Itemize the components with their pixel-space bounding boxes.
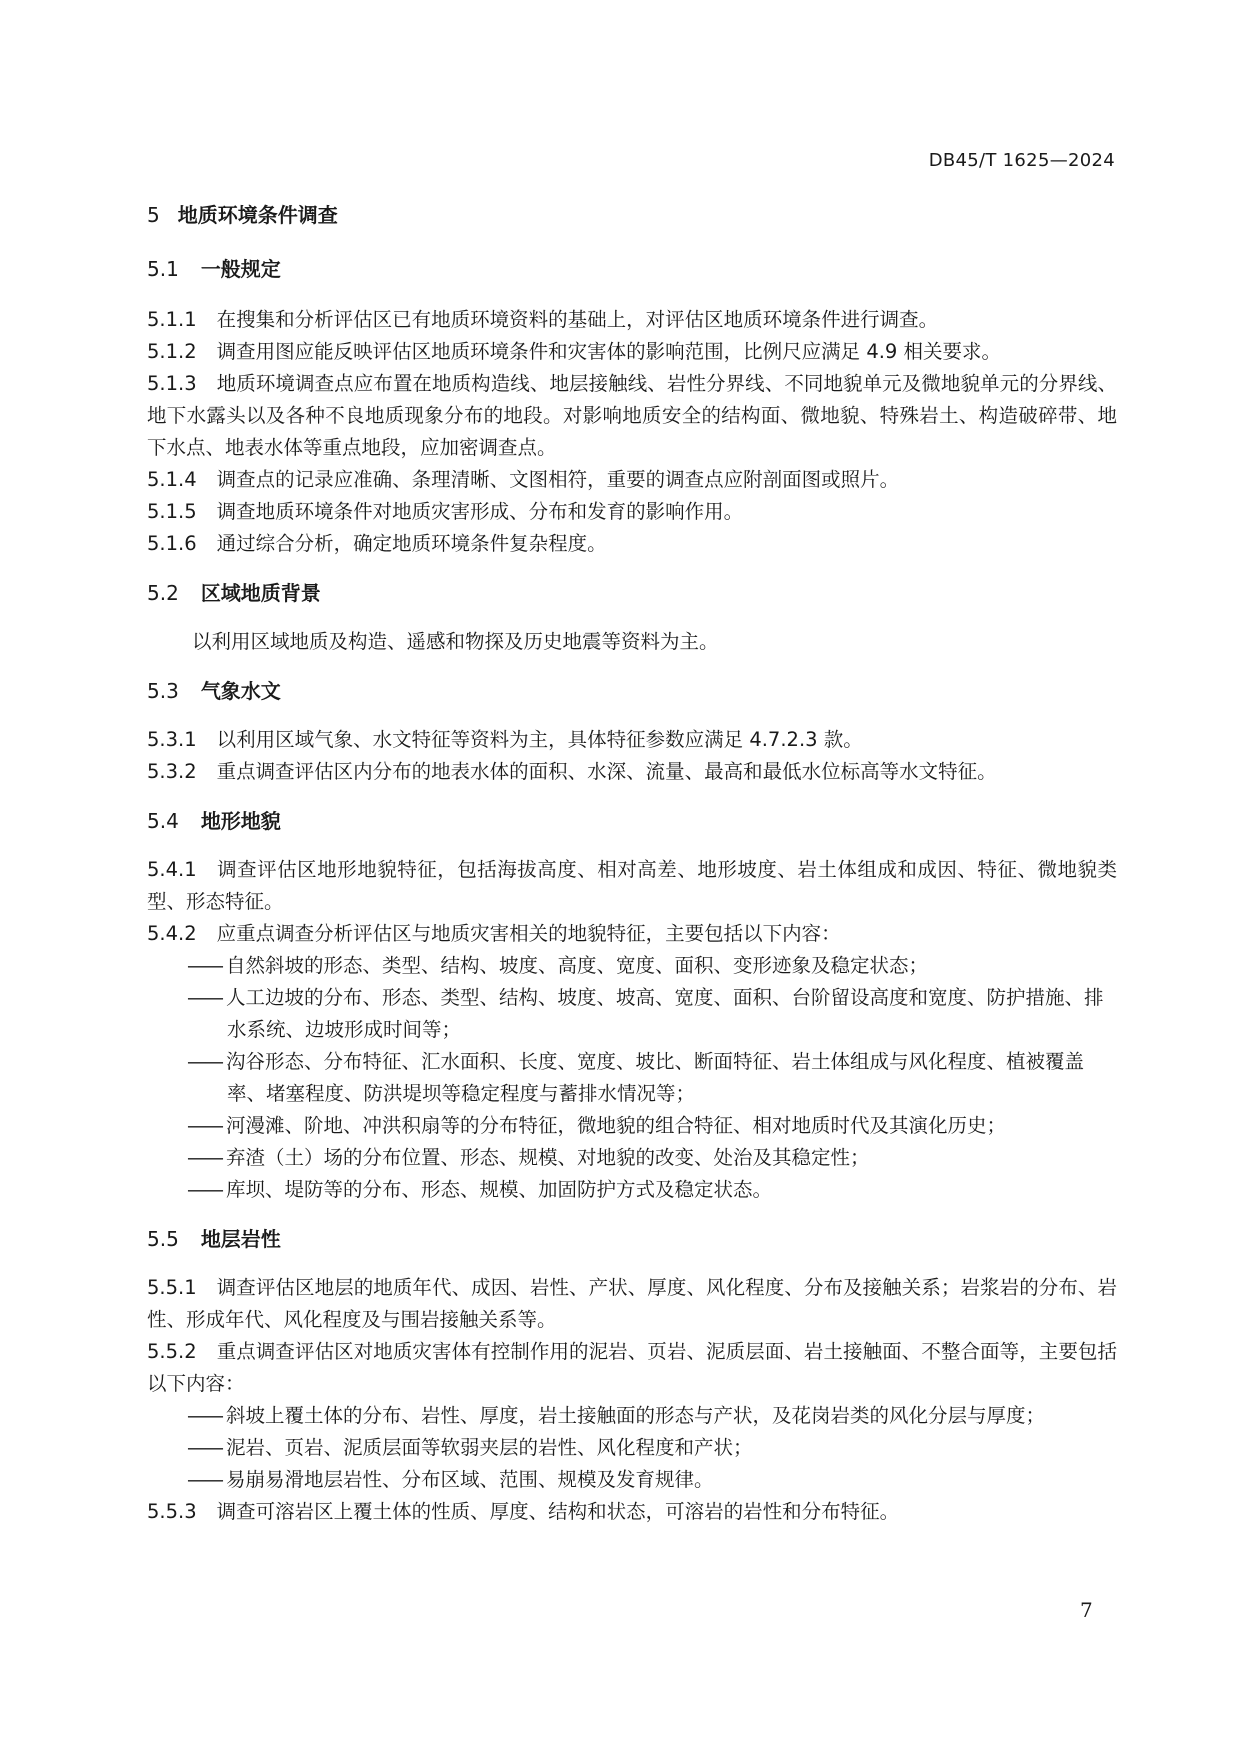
list-item-text: 自然斜坡的形态、类型、结构、坡度、高度、宽度、面积、变形迹象及稳定状态； [226,954,929,977]
clause-number: 5.4.1 [147,858,197,881]
clause-text: 重点调查评估区对地质灾害体有控制作用的泥岩、页岩、泥质层面、岩土接触面、不整合面等，主要包括以下内容： [147,1340,1117,1395]
clause-number: 5.3.1 [147,728,197,751]
section-number: 5.2 [147,581,179,605]
list-item [147,1432,1117,1464]
section-5-3-heading [147,676,1117,706]
clause-text: 调查评估区地层的地质年代、成因、岩性、产状、厚度、风化程度、分布及接触关系；岩浆岩的分布、岩性、形成年代、风化程度及与围岩接触关系等。 [147,1276,1117,1331]
list-item [147,1110,1117,1142]
standard-code: DB45/T 1625—2024 [928,150,1115,171]
clause-number: 5.1.5 [147,500,197,523]
section-number: 5.5 [147,1227,179,1251]
list-item-text: 库坝、堤防等的分布、形态、规模、加固防护方式及稳定状态。 [226,1178,773,1201]
list-item [147,1142,1117,1174]
list-item [147,950,1117,982]
list-item-text: 河漫滩、阶地、冲洪积扇等的分布特征，微地貌的组合特征、相对地质时代及其演化历史； [226,1114,1007,1137]
clause-5-3-2 [147,756,1117,788]
clause-5-5-2 [147,1336,1117,1400]
dash-marker: —— [187,1178,222,1201]
section-5-2-heading [147,578,1117,608]
document-body [147,200,1117,1528]
clause-5-4-2 [147,918,1117,950]
clause-text: 调查用图应能反映评估区地质环境条件和灾害体的影响范围，比例尺应满足 4.9 相关要求。 [216,340,1002,363]
clause-text: 通过综合分析，确定地质环境条件复杂程度。 [216,532,607,555]
clause-number: 5.4.2 [147,922,197,945]
section-5-heading [147,200,1117,230]
dash-marker: —— [187,954,222,977]
clause-number: 5.1.1 [147,308,197,331]
dash-marker: —— [187,1114,222,1137]
clause-5-1-6 [147,528,1117,560]
section-title: 气象水文 [200,679,281,703]
dash-marker: —— [187,986,222,1009]
clause-number: 5.1.3 [147,372,197,395]
clause-number: 5.1.6 [147,532,197,555]
section-title: 地质环境条件调查 [177,203,338,227]
clause-5-3-1 [147,724,1117,756]
list-item [147,1400,1117,1432]
list-item-text: 斜坡上覆土体的分布、岩性、厚度，岩土接触面的形态与产状，及花岗岩类的风化分层与厚度； [226,1404,1046,1427]
section-5-1-heading [147,254,1117,284]
dash-marker: —— [187,1436,222,1459]
clause-5-4-1 [147,854,1117,918]
section-number: 5.3 [147,679,179,703]
list-item [147,982,1117,1046]
clause-text: 应重点调查分析评估区与地质灾害相关的地貌特征，主要包括以下内容： [216,922,841,945]
list-item-text: 易崩易滑地层岩性、分布区域、范围、规模及发育规律。 [226,1468,714,1491]
clause-number: 5.1.4 [147,468,197,491]
list-item-text: 沟谷形态、分布特征、汇水面积、长度、宽度、坡比、断面特征、岩土体组成与风化程度、植被覆盖率、堵塞程度、防洪堤坝等稳定程度与蓄排水情况等； [226,1050,1085,1105]
clause-text: 调查可溶岩区上覆土体的性质、厚度、结构和状态，可溶岩的岩性和分布特征。 [216,1500,900,1523]
clause-text: 以利用区域气象、水文特征等资料为主，具体特征参数应满足 4.7.2.3 款。 [216,728,863,751]
clause-text: 地质环境调查点应布置在地质构造线、地层接触线、岩性分界线、不同地貌单元及微地貌单元的分界线、地下水露头以及各种不良地质现象分布的地段。对影响地质安全的结构面、微地貌、特殊岩土、构造破碎带、地下水点、地表水体等重点地段，应加密调查点。 [147,372,1117,459]
clause-5-1-3 [147,368,1117,464]
clause-number: 5.3.2 [147,760,197,783]
section-5-2-text: 以利用区域地质及构造、遥感和物探及历史地震等资料为主。 [192,630,719,653]
clause-number: 5.1.2 [147,340,197,363]
dash-marker: —— [187,1468,222,1491]
list-item-text: 弃渣（土）场的分布位置、形态、规模、对地貌的改变、处治及其稳定性； [226,1146,870,1169]
clause-5-5-1 [147,1272,1117,1336]
clause-5-1-4 [147,464,1117,496]
list-item [147,1464,1117,1496]
page-number: 7 [1080,1598,1093,1622]
clause-5-1-1 [147,304,1117,336]
dash-marker: —— [187,1146,222,1169]
section-title: 一般规定 [200,257,281,281]
clause-text: 调查点的记录应准确、条理清晰、文图相符，重要的调查点应附剖面图或照片。 [216,468,900,491]
list-item [147,1046,1117,1110]
clause-5-5-3 [147,1496,1117,1528]
section-number: 5.1 [147,257,179,281]
clause-text: 在搜集和分析评估区已有地质环境资料的基础上，对评估区地质环境条件进行调查。 [216,308,939,331]
section-title: 地层岩性 [200,1227,281,1251]
section-title: 区域地质背景 [200,581,321,605]
clause-text: 调查地质环境条件对地质灾害形成、分布和发育的影响作用。 [216,500,744,523]
section-title: 地形地貌 [200,809,281,833]
clause-number: 5.5.2 [147,1340,197,1363]
section-5-4-heading [147,806,1117,836]
clause-text: 调查评估区地形地貌特征，包括海拔高度、相对高差、地形坡度、岩土体组成和成因、特征、微地貌类型、形态特征。 [147,858,1117,913]
dash-marker: —— [187,1404,222,1427]
dash-marker: —— [187,1050,222,1073]
clause-5-1-2 [147,336,1117,368]
clause-5-1-5 [147,496,1117,528]
list-item [147,1174,1117,1206]
list-item-text: 人工边坡的分布、形态、类型、结构、坡度、坡高、宽度、面积、台阶留设高度和宽度、防护措施、排水系统、边坡形成时间等； [226,986,1104,1041]
section-number: 5 [147,203,160,227]
list-item-text: 泥岩、页岩、泥质层面等软弱夹层的岩性、风化程度和产状； [226,1436,753,1459]
section-5-5-heading [147,1224,1117,1254]
section-number: 5.4 [147,809,179,833]
clause-number: 5.5.1 [147,1276,197,1299]
clause-text: 重点调查评估区内分布的地表水体的面积、水深、流量、最高和最低水位标高等水文特征。 [216,760,997,783]
clause-number: 5.5.3 [147,1500,197,1523]
